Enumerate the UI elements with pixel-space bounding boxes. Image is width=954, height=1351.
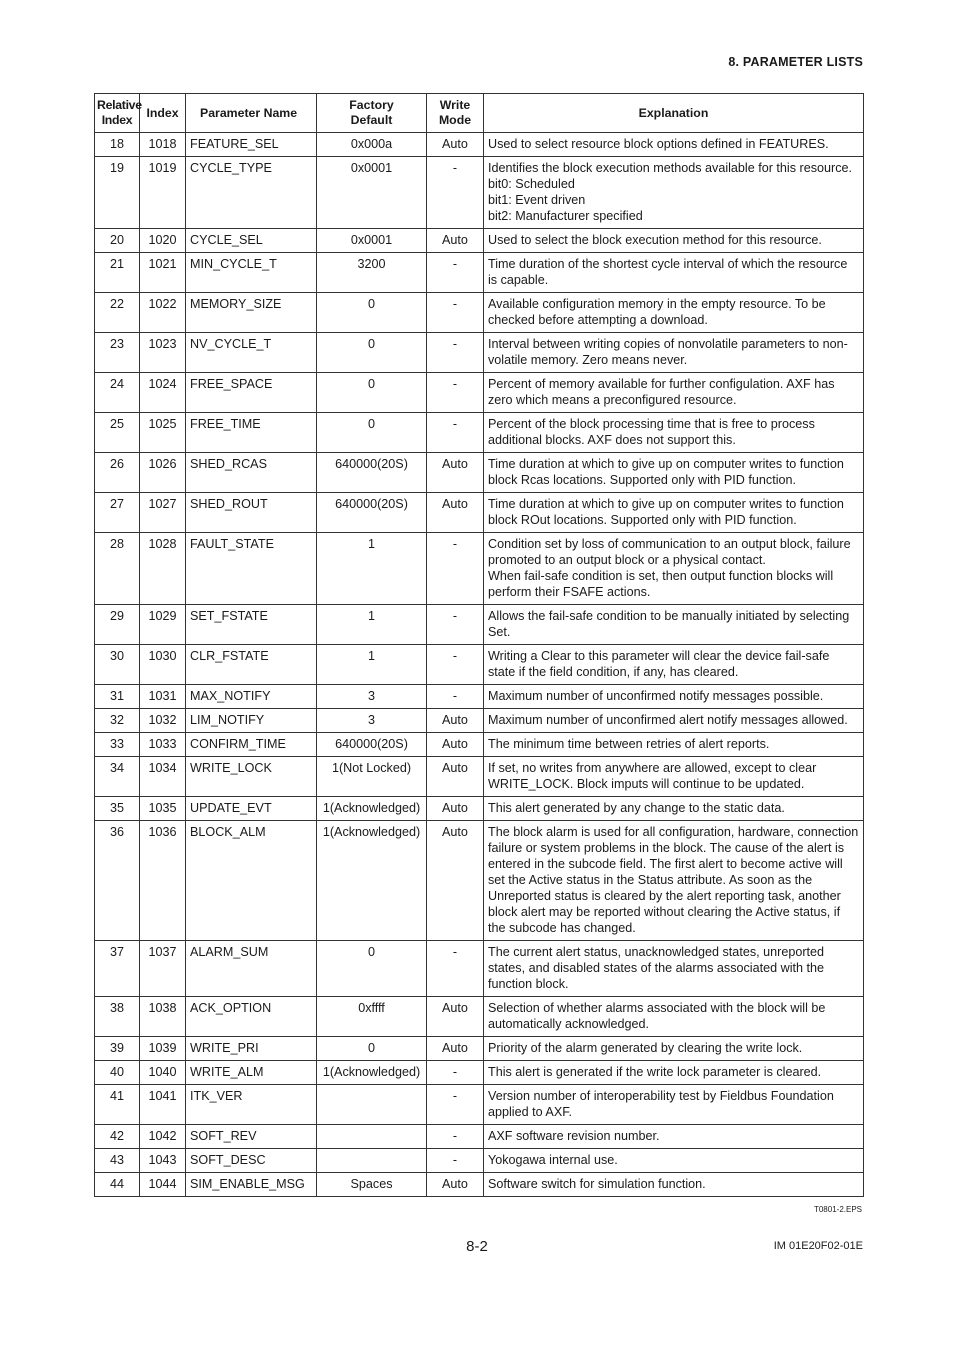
- cell-factory-default: 0: [317, 941, 427, 997]
- cell-explanation: Maximum number of unconfirmed notify messages possible.: [484, 685, 864, 709]
- cell-parameter-name: ALARM_SUM: [186, 941, 317, 997]
- cell-relative-index: 29: [95, 605, 140, 645]
- cell-explanation: Priority of the alarm generated by clearing the write lock.: [484, 1037, 864, 1061]
- column-header-index: Index: [140, 94, 186, 133]
- cell-index: 1041: [140, 1085, 186, 1125]
- cell-parameter-name: WRITE_ALM: [186, 1061, 317, 1085]
- cell-index: 1030: [140, 645, 186, 685]
- cell-parameter-name: SET_FSTATE: [186, 605, 317, 645]
- cell-relative-index: 31: [95, 685, 140, 709]
- table-row: [95, 157, 864, 229]
- section-title: 8. PARAMETER LISTS: [728, 55, 863, 69]
- table-row: [95, 757, 864, 797]
- table-row: [95, 685, 864, 709]
- cell-write-mode: -: [427, 1125, 484, 1149]
- cell-parameter-name: SIM_ENABLE_MSG: [186, 1173, 317, 1197]
- cell-parameter-name: SHED_RCAS: [186, 453, 317, 493]
- cell-parameter-name: SOFT_DESC: [186, 1149, 317, 1173]
- cell-parameter-name: LIM_NOTIFY: [186, 709, 317, 733]
- cell-index: 1042: [140, 1125, 186, 1149]
- cell-index: 1018: [140, 133, 186, 157]
- table-row: [95, 453, 864, 493]
- cell-write-mode: -: [427, 685, 484, 709]
- cell-write-mode: -: [427, 293, 484, 333]
- cell-relative-index: 28: [95, 533, 140, 605]
- cell-explanation: Version number of interoperability test by Fieldbus Foundation applied to AXF.: [484, 1085, 864, 1125]
- table-row: [95, 1085, 864, 1125]
- cell-write-mode: Auto: [427, 229, 484, 253]
- cell-parameter-name: CYCLE_SEL: [186, 229, 317, 253]
- cell-relative-index: 40: [95, 1061, 140, 1085]
- cell-write-mode: Auto: [427, 757, 484, 797]
- cell-factory-default: [317, 1125, 427, 1149]
- table-row: [95, 1061, 864, 1085]
- cell-index: 1032: [140, 709, 186, 733]
- cell-relative-index: 41: [95, 1085, 140, 1125]
- cell-index: 1023: [140, 333, 186, 373]
- column-header-relative-index: Relative Index: [95, 94, 140, 133]
- cell-parameter-name: ITK_VER: [186, 1085, 317, 1125]
- cell-factory-default: 0: [317, 293, 427, 333]
- cell-explanation: The minimum time between retries of alert reports.: [484, 733, 864, 757]
- cell-explanation: Used to select the block execution method for this resource.: [484, 229, 864, 253]
- cell-parameter-name: UPDATE_EVT: [186, 797, 317, 821]
- cell-factory-default: 3: [317, 685, 427, 709]
- cell-factory-default: 3200: [317, 253, 427, 293]
- cell-factory-default: 0xffff: [317, 997, 427, 1037]
- table-row: [95, 493, 864, 533]
- cell-explanation: Time duration at which to give up on computer writes to function block ROut locations. Supported only with PID function.: [484, 493, 864, 533]
- cell-write-mode: Auto: [427, 733, 484, 757]
- table-row: [95, 373, 864, 413]
- cell-parameter-name: SOFT_REV: [186, 1125, 317, 1149]
- cell-explanation: AXF software revision number.: [484, 1125, 864, 1149]
- cell-explanation: Percent of the block processing time that is free to process additional blocks. AXF does not support this.: [484, 413, 864, 453]
- cell-write-mode: -: [427, 1149, 484, 1173]
- cell-write-mode: -: [427, 157, 484, 229]
- cell-write-mode: -: [427, 373, 484, 413]
- cell-factory-default: 0: [317, 413, 427, 453]
- cell-relative-index: 25: [95, 413, 140, 453]
- cell-factory-default: 0x000a: [317, 133, 427, 157]
- cell-relative-index: 44: [95, 1173, 140, 1197]
- cell-explanation: Interval between writing copies of nonvolatile parameters to non-volatile memory. Zero means never.: [484, 333, 864, 373]
- figure-tag: T0801-2.EPS: [813, 1205, 862, 1214]
- parameter-table: [94, 93, 864, 1197]
- cell-write-mode: -: [427, 333, 484, 373]
- table-row: [95, 997, 864, 1037]
- column-header-parameter-name: Parameter Name: [186, 94, 317, 133]
- cell-factory-default: 640000(20S): [317, 733, 427, 757]
- table-row: [95, 533, 864, 605]
- cell-write-mode: Auto: [427, 997, 484, 1037]
- table-row: [95, 293, 864, 333]
- cell-factory-default: [317, 1085, 427, 1125]
- cell-relative-index: 33: [95, 733, 140, 757]
- table-row: [95, 1173, 864, 1197]
- table-row: [95, 133, 864, 157]
- table-row: [95, 605, 864, 645]
- cell-explanation: Time duration at which to give up on computer writes to function block Rcas locations. Supported only with PID function.: [484, 453, 864, 493]
- cell-parameter-name: WRITE_LOCK: [186, 757, 317, 797]
- cell-factory-default: 640000(20S): [317, 453, 427, 493]
- cell-explanation: Identifies the block execution methods available for this resource. bit0: Scheduled bit1: Event driven bit2: Manufacturer specified: [484, 157, 864, 229]
- cell-explanation: If set, no writes from anywhere are allowed, except to clear WRITE_LOCK. Block imputs will continue to be updated.: [484, 757, 864, 797]
- cell-explanation: Allows the fail-safe condition to be manually initiated by selecting Set.: [484, 605, 864, 645]
- cell-factory-default: 1(Acknowledged): [317, 821, 427, 941]
- cell-factory-default: 1: [317, 605, 427, 645]
- cell-factory-default: [317, 1149, 427, 1173]
- cell-index: 1019: [140, 157, 186, 229]
- cell-index: 1027: [140, 493, 186, 533]
- cell-factory-default: 0: [317, 373, 427, 413]
- table-row: [95, 229, 864, 253]
- cell-index: 1026: [140, 453, 186, 493]
- cell-factory-default: 1(Acknowledged): [317, 1061, 427, 1085]
- cell-parameter-name: MIN_CYCLE_T: [186, 253, 317, 293]
- cell-relative-index: 18: [95, 133, 140, 157]
- cell-index: 1024: [140, 373, 186, 413]
- table-row: [95, 1037, 864, 1061]
- cell-parameter-name: FREE_TIME: [186, 413, 317, 453]
- cell-parameter-name: ACK_OPTION: [186, 997, 317, 1037]
- cell-factory-default: 0x0001: [317, 157, 427, 229]
- cell-factory-default: 1(Not Locked): [317, 757, 427, 797]
- cell-index: 1031: [140, 685, 186, 709]
- cell-explanation: Writing a Clear to this parameter will clear the device fail-safe state if the field condition, if any, has cleared.: [484, 645, 864, 685]
- table-row: [95, 333, 864, 373]
- cell-explanation: Maximum number of unconfirmed alert notify messages allowed.: [484, 709, 864, 733]
- cell-factory-default: 0: [317, 1037, 427, 1061]
- cell-relative-index: 42: [95, 1125, 140, 1149]
- cell-relative-index: 34: [95, 757, 140, 797]
- cell-explanation: Time duration of the shortest cycle interval of which the resource is capable.: [484, 253, 864, 293]
- column-header-write-mode: Write Mode: [427, 94, 484, 133]
- table-row: [95, 733, 864, 757]
- cell-index: 1025: [140, 413, 186, 453]
- cell-write-mode: Auto: [427, 1173, 484, 1197]
- cell-factory-default: Spaces: [317, 1173, 427, 1197]
- cell-write-mode: -: [427, 533, 484, 605]
- cell-explanation: This alert generated by any change to the static data.: [484, 797, 864, 821]
- cell-parameter-name: BLOCK_ALM: [186, 821, 317, 941]
- cell-write-mode: -: [427, 941, 484, 997]
- cell-index: 1036: [140, 821, 186, 941]
- table-row: [95, 709, 864, 733]
- cell-relative-index: 22: [95, 293, 140, 333]
- cell-explanation: Yokogawa internal use.: [484, 1149, 864, 1173]
- cell-index: 1020: [140, 229, 186, 253]
- cell-relative-index: 26: [95, 453, 140, 493]
- cell-write-mode: -: [427, 253, 484, 293]
- table-row: [95, 253, 864, 293]
- cell-index: 1044: [140, 1173, 186, 1197]
- cell-index: 1029: [140, 605, 186, 645]
- cell-explanation: Condition set by loss of communication to an output block, failure promoted to an output block or a physical contact. When fail-safe condition is set, then output function blocks will perform their FSAFE actions.: [484, 533, 864, 605]
- table-row: [95, 1125, 864, 1149]
- cell-factory-default: 640000(20S): [317, 493, 427, 533]
- cell-parameter-name: FREE_SPACE: [186, 373, 317, 413]
- page-number: 8-2: [466, 1238, 488, 1255]
- table-header-row: [95, 94, 864, 133]
- cell-factory-default: 1: [317, 645, 427, 685]
- cell-parameter-name: CYCLE_TYPE: [186, 157, 317, 229]
- cell-parameter-name: CONFIRM_TIME: [186, 733, 317, 757]
- cell-parameter-name: SHED_ROUT: [186, 493, 317, 533]
- column-header-explanation: Explanation: [484, 94, 864, 133]
- cell-explanation: Percent of memory available for further configulation. AXF has zero which means a preconfigured resource.: [484, 373, 864, 413]
- column-header-factory-default: Factory Default: [317, 94, 427, 133]
- cell-write-mode: Auto: [427, 133, 484, 157]
- cell-factory-default: 0: [317, 333, 427, 373]
- cell-relative-index: 20: [95, 229, 140, 253]
- cell-parameter-name: CLR_FSTATE: [186, 645, 317, 685]
- cell-index: 1040: [140, 1061, 186, 1085]
- cell-write-mode: -: [427, 645, 484, 685]
- document-id: IM 01E20F02-01E: [773, 1240, 863, 1252]
- cell-parameter-name: MAX_NOTIFY: [186, 685, 317, 709]
- cell-factory-default: 0x0001: [317, 229, 427, 253]
- cell-index: 1038: [140, 997, 186, 1037]
- table-row: [95, 413, 864, 453]
- cell-index: 1034: [140, 757, 186, 797]
- cell-index: 1043: [140, 1149, 186, 1173]
- table-row: [95, 797, 864, 821]
- cell-write-mode: -: [427, 413, 484, 453]
- cell-write-mode: -: [427, 1085, 484, 1125]
- cell-index: 1021: [140, 253, 186, 293]
- cell-relative-index: 23: [95, 333, 140, 373]
- cell-explanation: The current alert status, unacknowledged states, unreported states, and disabled states of the alarms associated with the function block.: [484, 941, 864, 997]
- cell-write-mode: -: [427, 1061, 484, 1085]
- cell-write-mode: Auto: [427, 493, 484, 533]
- cell-parameter-name: WRITE_PRI: [186, 1037, 317, 1061]
- cell-explanation: The block alarm is used for all configuration, hardware, connection failure or system problems in the block. The cause of the alert is entered in the subcode field. The first alert to become active will set the Active status in the Status attribute. As soon as the Unreported status is cleared by the alert reporting task, another block alert may be reported without clearing the Active status, if the subcode has changed.: [484, 821, 864, 941]
- cell-relative-index: 38: [95, 997, 140, 1037]
- cell-index: 1039: [140, 1037, 186, 1061]
- table-body: [95, 133, 864, 1197]
- cell-relative-index: 24: [95, 373, 140, 413]
- cell-index: 1037: [140, 941, 186, 997]
- table-row: [95, 645, 864, 685]
- cell-write-mode: -: [427, 605, 484, 645]
- cell-write-mode: Auto: [427, 821, 484, 941]
- cell-relative-index: 32: [95, 709, 140, 733]
- cell-write-mode: Auto: [427, 453, 484, 493]
- cell-relative-index: 19: [95, 157, 140, 229]
- cell-write-mode: Auto: [427, 709, 484, 733]
- cell-explanation: Software switch for simulation function.: [484, 1173, 864, 1197]
- cell-explanation: Used to select resource block options defined in FEATURES.: [484, 133, 864, 157]
- cell-relative-index: 39: [95, 1037, 140, 1061]
- cell-index: 1035: [140, 797, 186, 821]
- cell-relative-index: 37: [95, 941, 140, 997]
- cell-relative-index: 21: [95, 253, 140, 293]
- cell-parameter-name: MEMORY_SIZE: [186, 293, 317, 333]
- cell-relative-index: 35: [95, 797, 140, 821]
- cell-parameter-name: FAULT_STATE: [186, 533, 317, 605]
- cell-explanation: This alert is generated if the write lock parameter is cleared.: [484, 1061, 864, 1085]
- cell-explanation: Available configuration memory in the empty resource. To be checked before attempting a download.: [484, 293, 864, 333]
- cell-factory-default: 3: [317, 709, 427, 733]
- cell-index: 1028: [140, 533, 186, 605]
- cell-relative-index: 43: [95, 1149, 140, 1173]
- cell-explanation: Selection of whether alarms associated with the block will be automatically acknowledged.: [484, 997, 864, 1037]
- table-row: [95, 821, 864, 941]
- table-row: [95, 941, 864, 997]
- cell-relative-index: 27: [95, 493, 140, 533]
- cell-factory-default: 1(Acknowledged): [317, 797, 427, 821]
- cell-relative-index: 30: [95, 645, 140, 685]
- table-row: [95, 1149, 864, 1173]
- cell-parameter-name: NV_CYCLE_T: [186, 333, 317, 373]
- cell-index: 1033: [140, 733, 186, 757]
- cell-parameter-name: FEATURE_SEL: [186, 133, 317, 157]
- cell-index: 1022: [140, 293, 186, 333]
- cell-factory-default: 1: [317, 533, 427, 605]
- cell-write-mode: Auto: [427, 1037, 484, 1061]
- cell-write-mode: Auto: [427, 797, 484, 821]
- cell-relative-index: 36: [95, 821, 140, 941]
